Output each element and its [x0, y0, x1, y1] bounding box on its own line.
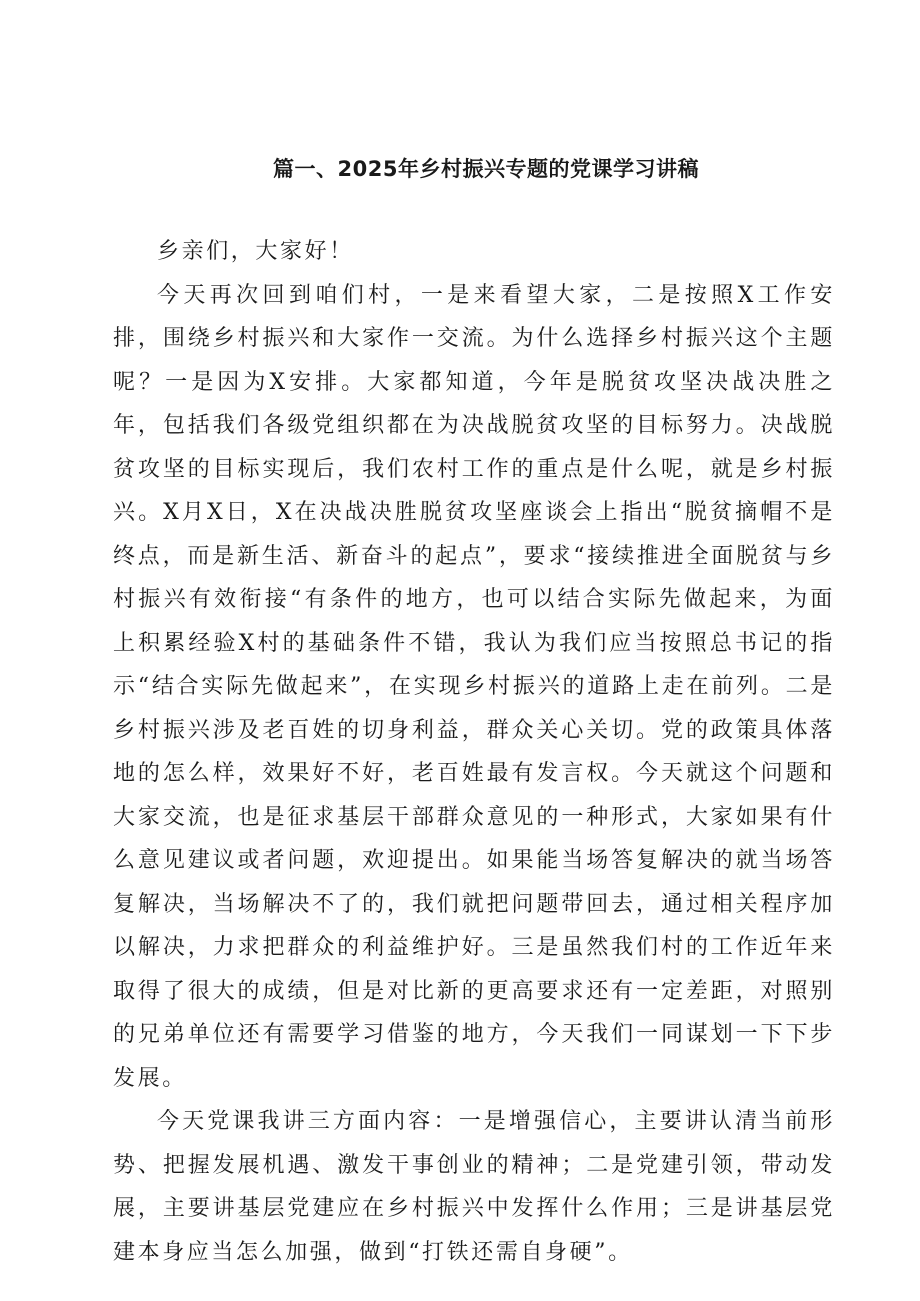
document-title: 篇一、2025年乡村振兴专题的党课学习讲稿 — [273, 157, 699, 181]
paragraph-introduction: 今天再次回到咱们村，一是来看望大家，二是按照X工作安排，围绕乡村振兴和大家作一交流。为什么选择乡村振兴这个主题呢？一是因为X安排。大家都知道，今年是脱贫攻坚决战决胜之年，包括我们各级党组织都在为决战脱贫攻坚的目标努力。决战脱贫攻坚的目标实现后，我们农村工作的重点是什么呢，就是乡村振兴。X月X日，X在决战决胜脱贫攻坚座谈会上指出“脱贫摘帽不是终点，而是新生活、新奋斗的起点”，要求“接续推进全面脱贫与乡村振兴有效衔接“有条件的地方，也可以结合实际先做起来，为面上积累经验X村的基础条件不错，我认为我们应当按照总书记的指示“结合实际先做起来”，在实现乡村振兴的道路上走在前列。二是乡村振兴涉及老百姓的切身利益，群众关心关切。党的政策具体落地的怎么样，效果好不好，老百姓最有发言权。今天就这个问题和大家交流，也是征求基层干部群众意见的一种形式，大家如果有什么意见建议或者问题，欢迎提出。如果能当场答复解决的就当场答复解决，当场解决不了的，我们就把问题带回去，通过相关程序加以解决，力求把群众的利益维护好。三是虽然我们村的工作近年来取得了很大的成绩，但是对比新的更高要求还有一定差距，对照别的兄弟单位还有需要学习借鉴的地方，今天我们一同谋划一下下步发展。 — [113, 282, 835, 1091]
paragraph-outline: 今天党课我讲三方面内容：一是增强信心，主要讲认清当前形势、把握发展机遇、激发干事创业的精神；二是党建引领，带动发展，主要讲基层党建应在乡村振兴中发挥什么作用；三是讲基层党建本身应当怎么加强，做到“打铁还需自身硬”。 — [113, 1109, 835, 1265]
document-body — [113, 230, 835, 1274]
paragraph-greeting: 乡亲们，大家好！ — [157, 239, 354, 264]
